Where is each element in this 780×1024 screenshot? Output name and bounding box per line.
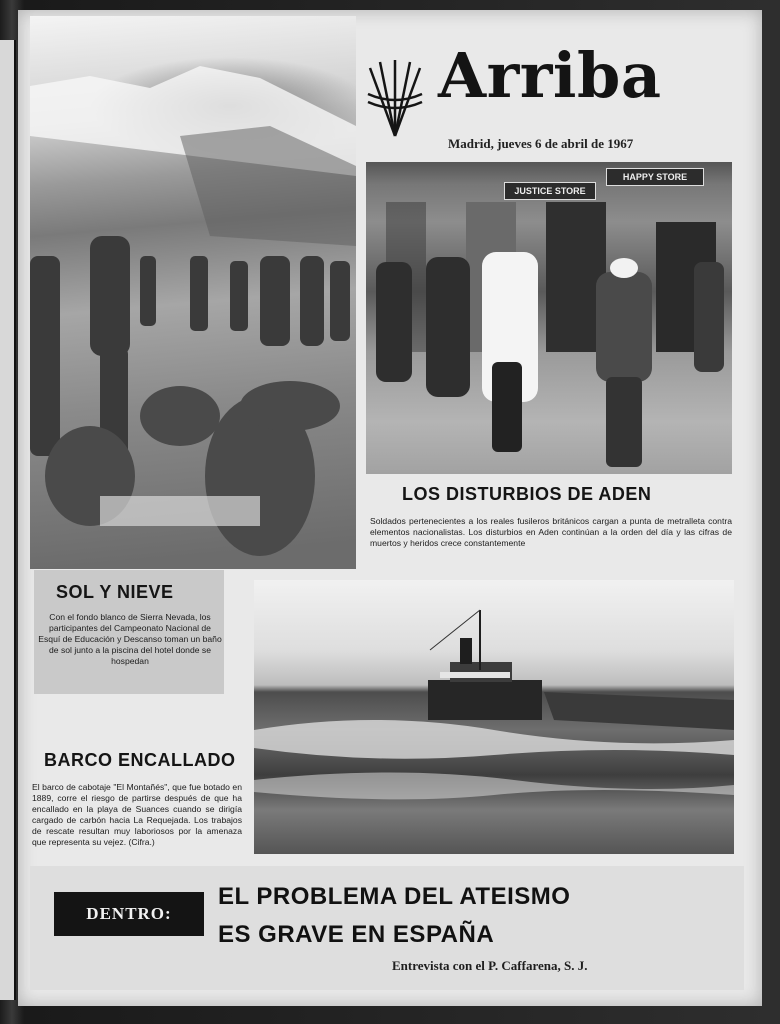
- justice-store-sign: JUSTICE STORE: [504, 182, 596, 200]
- sol-y-nieve-caption: Con el fondo blanco de Sierra Nevada, los participantes del Campeonato Nacional de Esquí de Educación y Descanso toman un baño de sol junto a la piscina del hotel donde se hospedan: [38, 612, 222, 666]
- inside-label: DENTRO:: [54, 892, 204, 936]
- previous-page-edge: [0, 40, 16, 1000]
- barco-heading: BARCO ENCALLADO: [44, 750, 236, 770]
- feature-byline: Entrevista con el P. Caffarena, S. J.: [392, 958, 588, 973]
- stranded-ship-photo: [254, 580, 734, 854]
- barco-caption: El barco de cabotaje "El Montañés", que fue botado en 1889, corre el riesgo de partirse después de que ha encallado en la playa de Suances cuando se dirigía cargado de carbón hacia La Requejada. Los trabajos de rescate resultan muy laboriosos por la amenaza que representa su vejez. (Cifra.): [32, 782, 242, 847]
- yoke-and-arrows-emblem: [364, 54, 426, 142]
- aden-riot-photo: [366, 162, 732, 474]
- masthead-title: Arriba: [438, 39, 662, 112]
- dateline: Madrid, jueves 6 de abril de 1967: [448, 136, 634, 151]
- happy-store-sign: HAPPY STORE: [606, 168, 704, 186]
- sierra-nevada-photo: [30, 16, 356, 569]
- front-page: [18, 10, 762, 1006]
- aden-caption: Soldados pertenecientes a los reales fusileros británicos cargan a punta de metralleta contra elementos nacionalistas. Los disturbios en Aden continúan a la orden del día y las cifras de muertos y heridos crece constantemente: [370, 516, 732, 548]
- feature-headline-line1: EL PROBLEMA DEL ATEISMO: [218, 883, 571, 910]
- sol-y-nieve-heading: SOL Y NIEVE: [56, 582, 174, 602]
- feature-headline-line2: ES GRAVE EN ESPAÑA: [218, 921, 495, 948]
- aden-heading: LOS DISTURBIOS DE ADEN: [402, 484, 652, 504]
